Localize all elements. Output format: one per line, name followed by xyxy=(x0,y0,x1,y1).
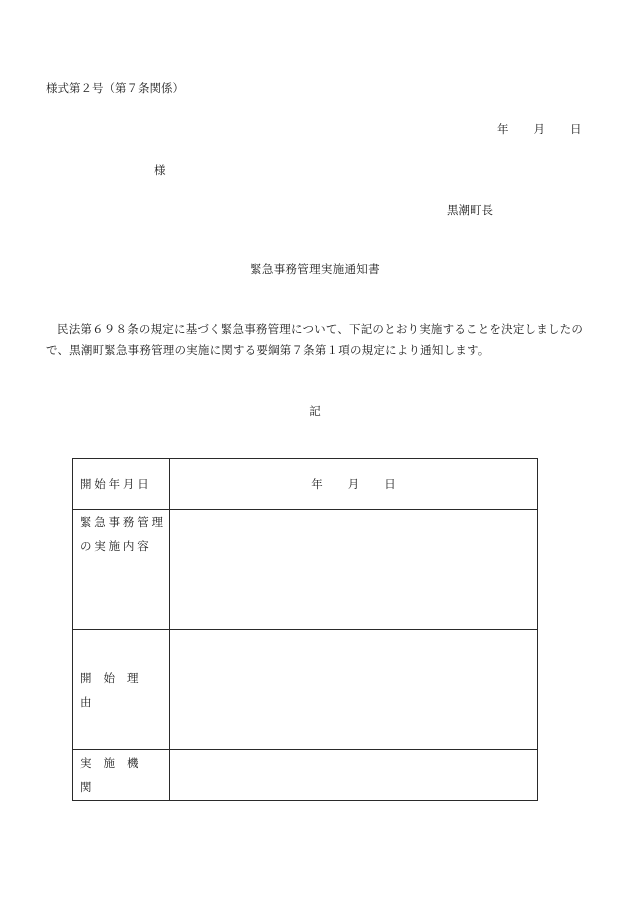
form-number: 様式第２号（第７条関係） xyxy=(46,81,184,95)
date-month: 月 xyxy=(533,122,545,136)
start-date-year: 年 xyxy=(311,477,323,491)
agency-field[interactable] xyxy=(170,750,538,801)
table-row xyxy=(73,630,538,750)
start-date-month: 月 xyxy=(347,477,360,491)
content-field[interactable] xyxy=(170,510,538,630)
addressee: 様 xyxy=(154,163,166,177)
reason-label: 開始理由 xyxy=(73,630,170,750)
body-text: 民法第６９８条の規定に基づく緊急事務管理について、下記のとおり実施することを決定しましたので、黒潮町緊急事務管理の実施に関する要綱第７条第１項の規定により通知します。 xyxy=(46,322,584,357)
document-title: 緊急事務管理実施通知書 xyxy=(250,262,380,276)
date-day: 日 xyxy=(570,122,582,136)
reason-field[interactable] xyxy=(170,630,538,750)
details-table xyxy=(72,458,538,801)
content-label-line2: の実施内容 xyxy=(80,539,152,553)
content-label xyxy=(73,510,170,630)
agency-label: 実施機関 xyxy=(73,750,170,801)
start-date-label: 開始年月日 xyxy=(73,459,170,510)
start-date-day: 日 xyxy=(384,477,396,491)
ki-heading: 記 xyxy=(309,404,321,418)
issuer: 黒潮町長 xyxy=(447,203,493,217)
table-row xyxy=(73,459,538,510)
content-label-line1: 緊急事務管理 xyxy=(80,515,166,529)
table-row xyxy=(73,750,538,801)
table-row xyxy=(73,510,538,630)
date-year: 年 xyxy=(497,122,509,136)
issue-date xyxy=(497,121,582,137)
start-date-field[interactable] xyxy=(170,459,538,510)
